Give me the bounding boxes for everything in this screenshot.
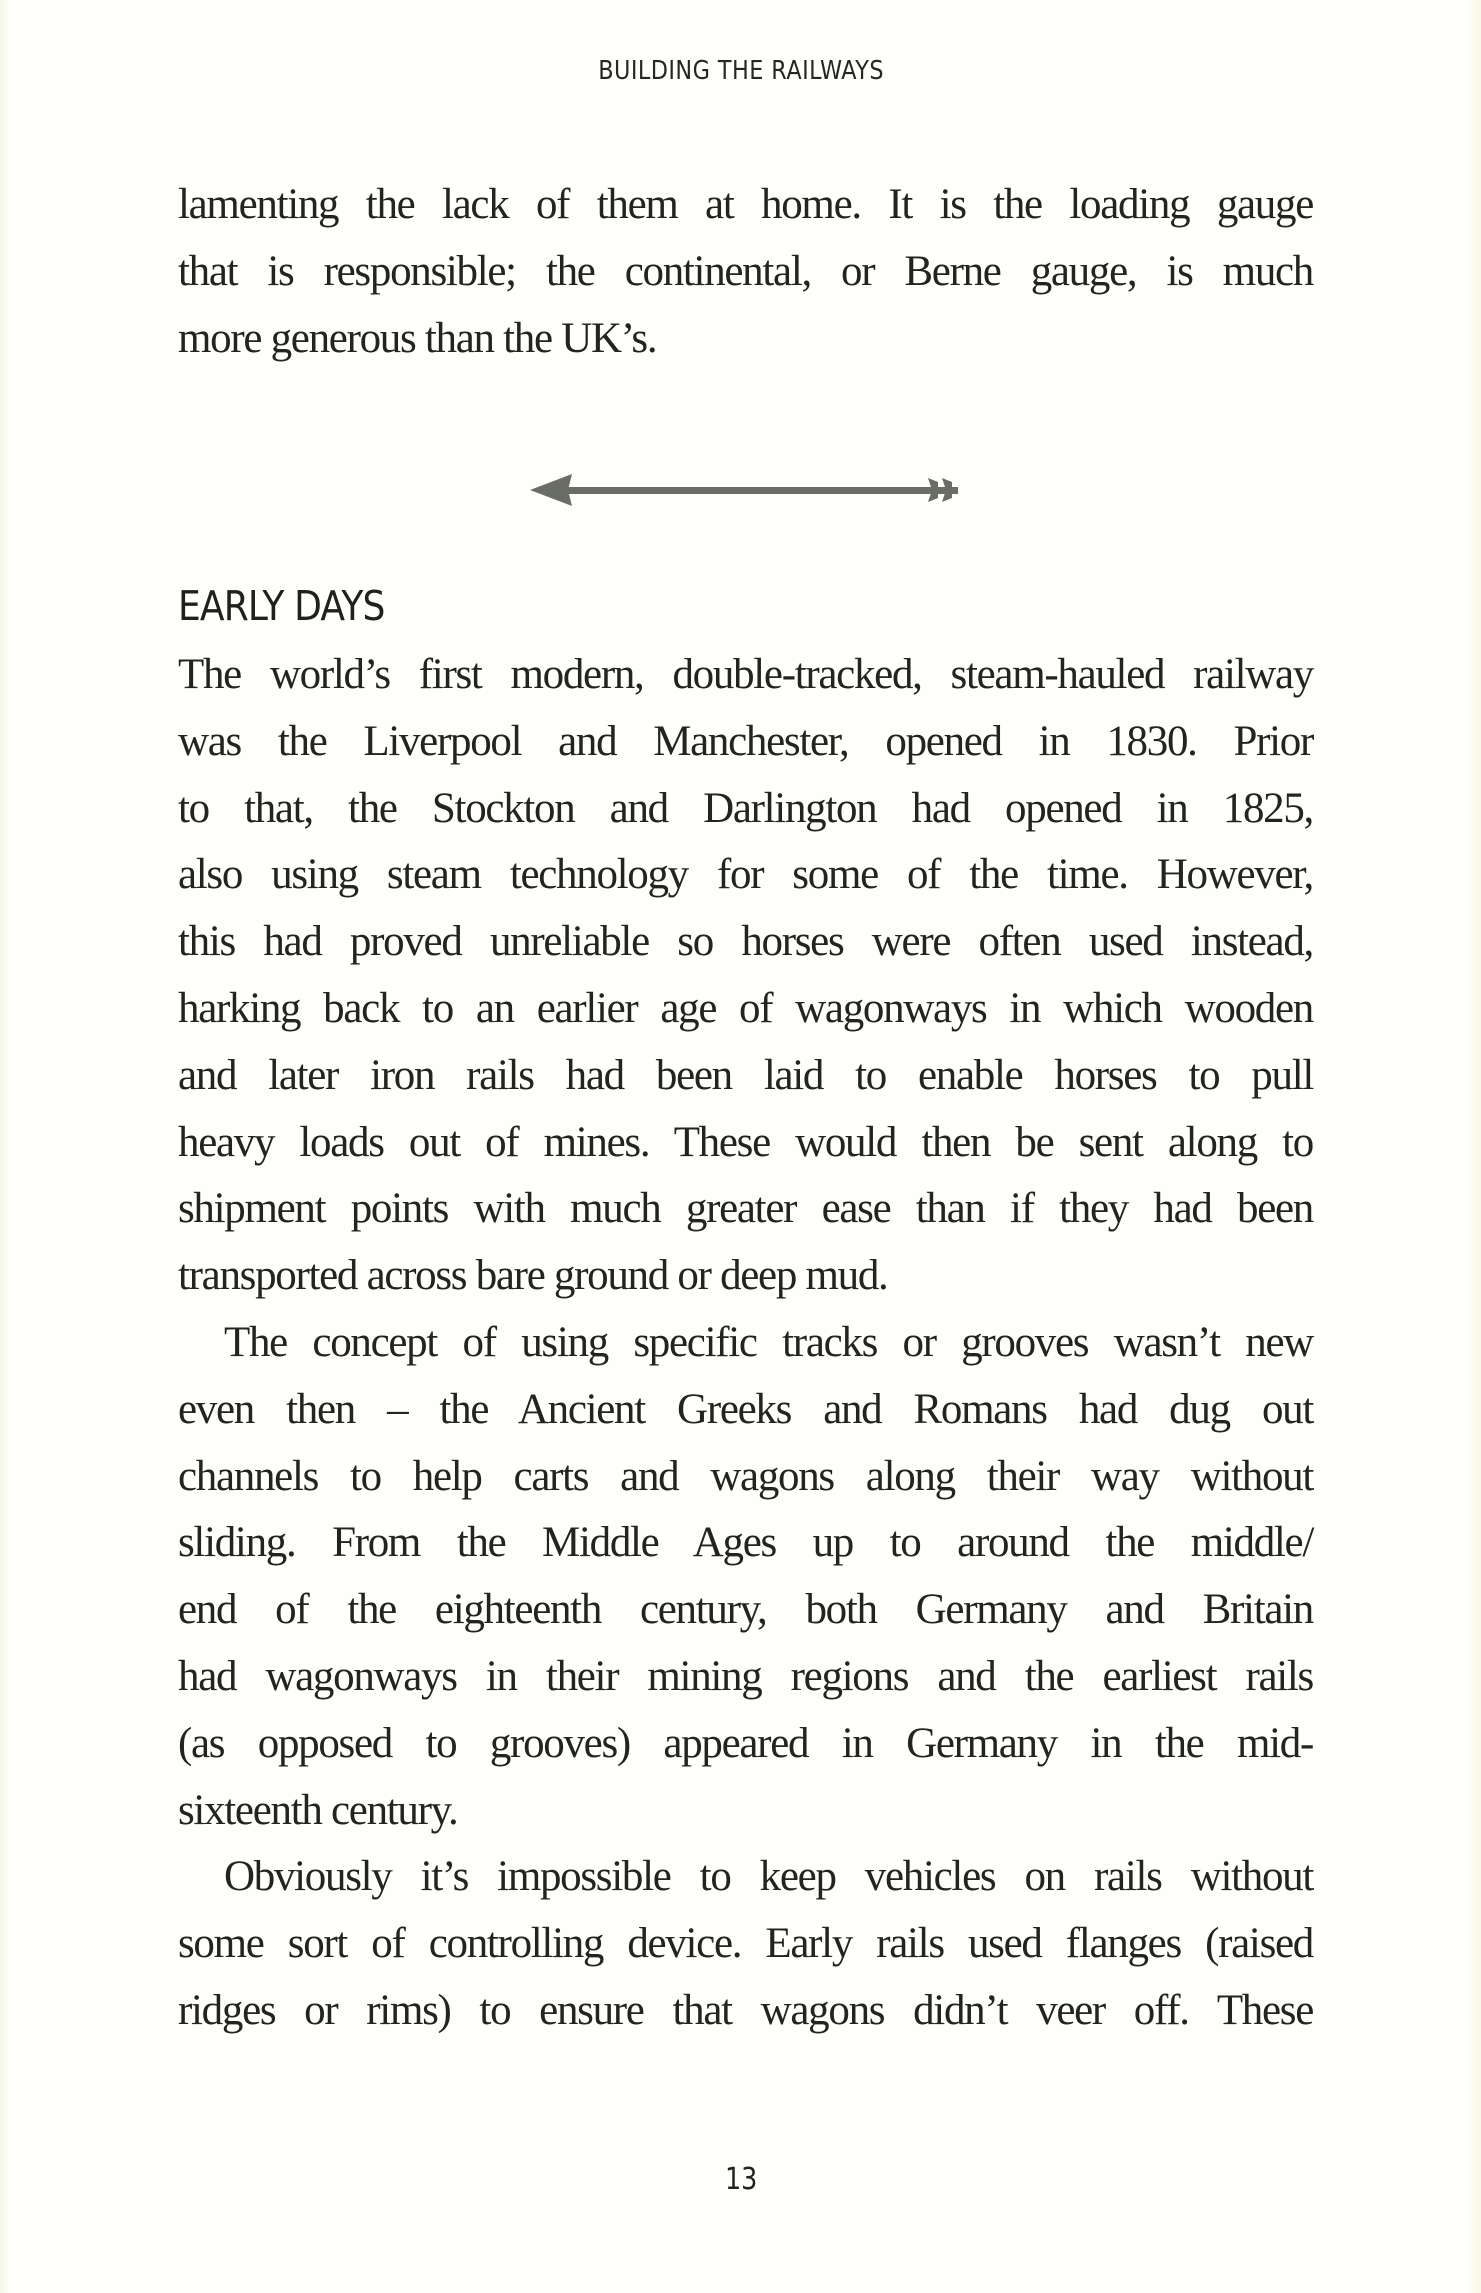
text-line: end of the eighteenth century, both Germany and Britain [178, 1586, 1313, 1634]
text-line: sixteenth century. [178, 1786, 458, 1834]
running-head: BUILDING THE RAILWAYS [598, 56, 884, 86]
page-edge-left [0, 0, 8, 2293]
text-line: some sort of controlling device. Early rails used flanges (raised [178, 1920, 1313, 1968]
text-line: The concept of using specific tracks or grooves wasn’t new [224, 1318, 1313, 1366]
text-line: shipment points with much greater ease than if they had been [178, 1185, 1313, 1233]
intro-paragraph [178, 172, 1313, 372]
text-line: heavy loads out of mines. These would then be sent along to [178, 1118, 1313, 1166]
text-line: The world’s first modern, double-tracked, steam-hauled railway [178, 651, 1313, 698]
text-line: sliding. From the Middle Ages up to around the middle/ [178, 1519, 1313, 1567]
text-line: transported across bare ground or deep mud. [178, 1252, 888, 1300]
text-line: that is responsible; the continental, or Berne gauge, is much [178, 247, 1313, 295]
text-line: even then – the Ancient Greeks and Romans had dug out [178, 1385, 1313, 1433]
text-line: more generous than the UK’s. [178, 314, 657, 362]
text-line: Obviously it’s impossible to keep vehicles on rails without [224, 1853, 1313, 1901]
text-line: ridges or rims) to ensure that wagons didn’t veer off. These [178, 1986, 1313, 2034]
text-line: was the Liverpool and Manchester, opened in 1830. Prior [178, 717, 1313, 765]
text-line: (as opposed to grooves) appeared in Germany in the mid- [178, 1719, 1313, 1767]
text-line: harking back to an earlier age of wagonways in which wooden [178, 984, 1313, 1032]
text-line: lamenting the lack of them at home. It is the loading gauge [178, 181, 1313, 228]
page-number: 13 [724, 2162, 758, 2197]
text-line: this had proved unreliable so horses were often used instead, [178, 918, 1313, 966]
text-line: channels to help carts and wagons along their way without [178, 1452, 1313, 1500]
text-line: to that, the Stockton and Darlington had opened in 1825, [178, 784, 1313, 832]
page-edge-right [1467, 0, 1481, 2293]
text-line: also using steam technology for some of the time. However, [178, 851, 1313, 899]
arrow-left-divider-icon [528, 468, 968, 512]
text-line: and later iron rails had been laid to enable horses to pull [178, 1051, 1313, 1099]
text-line: had wagonways in their mining regions and the earliest rails [178, 1652, 1313, 1700]
section-heading: EARLY DAYS [178, 582, 385, 630]
paragraph-1 [178, 642, 1313, 2045]
